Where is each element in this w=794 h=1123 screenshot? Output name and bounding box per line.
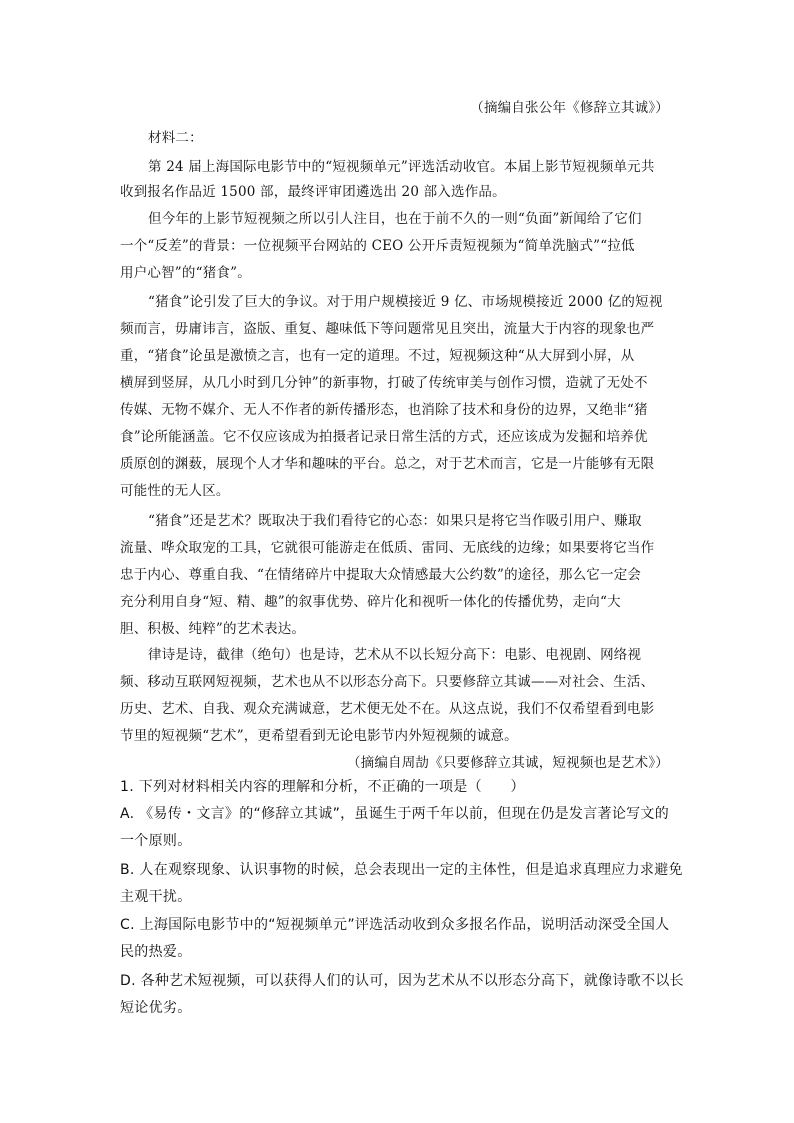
material1-source: （摘编自张公年《修辞立其诚》） (470, 100, 669, 116)
material2-line: 第 24 届上海国际电影节中的“短视频单元”评选活动收官。本届上影节短视频单元共 (148, 159, 655, 175)
option-d[interactable]: D. 各种艺术短视频，可以获得人们的认可，因为艺术从不以形态分高下，就像诗歌不以长 (120, 973, 684, 989)
option-c-cont: 民的热爱。 (120, 944, 192, 960)
material2-line: 横屏到竖屏，从几小时到几分钟”的新事物，打破了传统审美与创作习惯，造就了无处不 (120, 375, 648, 391)
material2-line: 频而言，毋庸讳言，盗版、重复、趣味低下等问题常见且突出，流量大于内容的现象也严 (120, 321, 655, 337)
material2-line: “猪食”还是艺术？既取决于我们看待它的心态：如果只是将它当作吸引用户、赚取 (148, 513, 642, 529)
option-b-cont: 主观干扰。 (120, 889, 192, 905)
option-b[interactable]: B. 人在观察现象、认识事物的时候，总会表现出一定的主体性，但是追求真理应力求避免 (120, 862, 683, 878)
material2-line: 流量、哗众取宠的工具，它就很可能游走在低质、雷同、无底线的边缘；如果要将它当作 (120, 540, 655, 556)
option-a-cont: 一个原则。 (120, 833, 192, 849)
material2-line: 一个“反差”的背景：一位视频平台网站的 CEO 公开斥责短视频为“简单洗脑式”“拉低 (120, 238, 635, 254)
material2-line: 食”论所能涵盖。它不仅应该成为拍摄者记录日常生活的方式，还应该成为发掘和培养优 (120, 429, 648, 445)
material2-line: 忠于内心、尊重自我、“在情绪碎片中提取大众情感最大公约数”的途径，那么它一定会 (120, 567, 642, 583)
material2-line: 但今年的上影节短视频之所以引人注目，也在于前不久的一则“负面”新闻给了它们 (148, 211, 642, 227)
option-c[interactable]: C. 上海国际电影节中的“短视频单元”评选活动收到众多报名作品，说明活动深受全国人 (120, 917, 670, 933)
material2-line: 收到报名作品近 1500 部，最终评审团遴选出 20 部入选作品。 (120, 184, 506, 200)
material2-source: （摘编自周劼《只要修辞立其诚，短视频也是艺术》） (346, 755, 669, 771)
material2-line: 频、移动互联网短视频，艺术也从不以形态分高下。只要修辞立其诚——对社会、生活、 (120, 674, 655, 690)
material2-line: 节里的短视频“艺术”，更希望看到无论电影节内外短视频的诚意。 (120, 728, 518, 744)
material2-line: 充分利用自身“短、精、趣”的叙事优势、碎片化和视听一体化的传播优势，走向“大 (120, 594, 621, 610)
option-a[interactable]: A. 《易传・文言》的“修辞立其诚”，虽诞生于两千年以前，但现在仍是发言著论写文的 (120, 806, 670, 822)
material2-line: 重，“猪食”论虽是激愤之言，也有一定的道理。不过，短视频这种“从大屏到小屏，从 (120, 348, 635, 364)
material2-line: 律诗是诗，截律（绝句）也是诗，艺术从不以长短分高下：电影、电视剧、网络视 (148, 647, 642, 663)
material2-line: 传媒、无物不媒介、无人不作者的新传播形态，也消除了技术和身份的边界，又绝非“猪 (120, 402, 648, 418)
material2-line: 质原创的渊薮，展现个人才华和趣味的平台。总之，对于艺术而言，它是一片能够有无限 (120, 456, 655, 472)
material2-line: 用户心智”的“猪食”。 (120, 265, 251, 281)
question-stem: 1. 下列对材料相关内容的理解和分析，不正确的一项是（ ） (120, 779, 525, 795)
material2-line: “猪食”论引发了巨大的争议。对于用户规模接近 9 亿、市场规模接近 2000 亿的短视 (148, 294, 663, 310)
material2-line: 可能性的无人区。 (120, 483, 230, 499)
option-d-cont: 短论优劣。 (120, 1000, 192, 1016)
material2-line: 胆、积极、纯粹”的艺术表达。 (120, 621, 306, 637)
material2-heading: 材料二： (148, 130, 203, 146)
material2-line: 历史、艺术、自我、观众充满诚意，艺术便无处不在。从这点说，我们不仅希望看到电影 (120, 701, 655, 717)
